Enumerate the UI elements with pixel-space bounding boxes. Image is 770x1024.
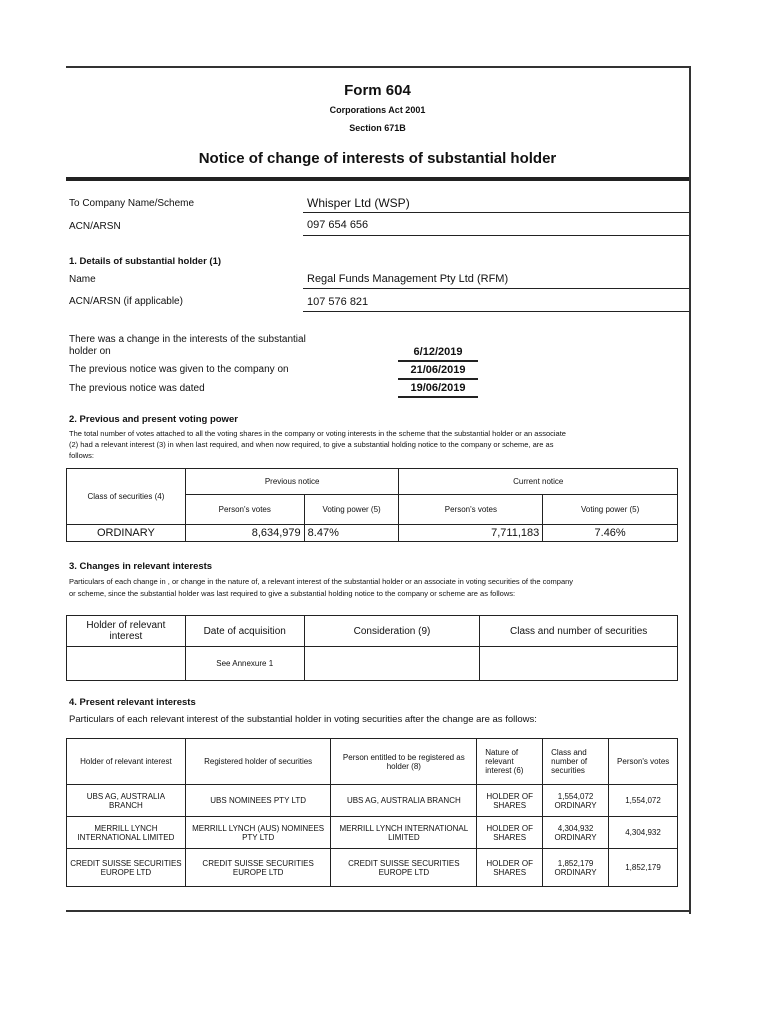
cell-changes-class (480, 647, 678, 681)
col-class-securities: Class of securities (4) (67, 469, 186, 525)
changes-para-2: or scheme, since the substantial holder was last required to give a substantial holding notice to the company or scheme are as follows: (69, 589, 516, 598)
cell-prev-votes: 8,634,979 (185, 525, 304, 542)
notice-dated-label: The previous notice was dated (69, 383, 205, 394)
cell-nature: HOLDER OF SHARES (477, 817, 543, 849)
cell-class: 1,852,179 ORDINARY (543, 849, 609, 887)
col-previous-notice: Previous notice (185, 469, 399, 495)
company-acn-label: ACN/ARSN (69, 221, 121, 232)
voting-power-heading: 2. Previous and present voting power (69, 414, 238, 425)
changes-para-1: Particulars of each change in , or change in the nature of, a relevant interest of the substantial holder or an associate in voting securities of the company (69, 577, 574, 586)
company-acn-value: 097 654 656 (307, 219, 369, 231)
holder-acn-label: ACN/ARSN (if applicable) (69, 296, 183, 307)
footer-divider (66, 910, 689, 912)
col-current-notice: Current notice (399, 469, 678, 495)
change-date-value: 6/12/2019 (398, 345, 478, 362)
present-interests-table (66, 738, 678, 887)
changes-heading: 3. Changes in relevant interests (69, 561, 213, 572)
section-label: Section 671B (349, 123, 406, 133)
annexure-reference: See Annexure 1 (185, 647, 304, 681)
table-row (67, 785, 678, 817)
col-class-number-securities: Class and number of securities (543, 739, 609, 785)
details-heading: 1. Details of substantial holder (1) (69, 256, 222, 267)
voting-power-para-3: follows: (69, 451, 95, 460)
holder-acn-underline (303, 311, 689, 312)
cell-nature: HOLDER OF SHARES (477, 785, 543, 817)
cell-curr-power: 7.46% (543, 525, 678, 542)
table-row (67, 817, 678, 849)
change-date-label-2: holder on (69, 346, 111, 357)
present-interests-para: Particulars of each relevant interest of the substantial holder in voting securities after the change are as follows: (69, 714, 537, 725)
voting-power-para-1: The total number of votes attached to all the voting shares in the company or voting interests in the scheme that the substantial holder or an associate (69, 429, 566, 438)
cell-changes-consideration (304, 647, 480, 681)
holder-acn-value: 107 576 821 (307, 296, 369, 308)
cell-registered: MERRILL LYNCH (AUS) NOMINEES PTY LTD (185, 817, 331, 849)
cell-curr-votes: 7,711,183 (399, 525, 543, 542)
company-acn-underline (303, 235, 689, 236)
act-label: Corporations Act 2001 (329, 105, 426, 115)
cell-class: 4,304,932 ORDINARY (543, 817, 609, 849)
cell-changes-holder (67, 647, 186, 681)
present-interests-heading: 4. Present relevant interests (69, 697, 196, 708)
company-name-value: Whisper Ltd (WSP) (307, 196, 410, 210)
voting-power-para-2: (2) had a relevant interest (3) in when last required, and when now required, to give a substantial holding notice to the company or scheme, are as (69, 440, 554, 449)
cell-prev-power: 8.47% (304, 525, 399, 542)
cell-entitled: MERRILL LYNCH INTERNATIONAL LIMITED (331, 817, 477, 849)
col-registered-holder: Registered holder of securities (185, 739, 331, 785)
cell-class: ORDINARY (67, 525, 186, 542)
header-divider (66, 177, 689, 181)
col-consideration: Consideration (9) (304, 616, 480, 647)
cell-votes: 4,304,932 (609, 817, 678, 849)
holder-name-label: Name (69, 274, 96, 285)
cell-registered: UBS NOMINEES PTY LTD (185, 785, 331, 817)
cell-registered: CREDIT SUISSE SECURITIES EUROPE LTD (185, 849, 331, 887)
changes-table (66, 615, 678, 681)
form-title: Form 604 (344, 82, 411, 99)
cell-class: 1,554,072 ORDINARY (543, 785, 609, 817)
notice-dated-value: 19/06/2019 (398, 381, 478, 398)
notice-given-value: 21/06/2019 (398, 363, 478, 380)
col-persons-votes: Person's votes (609, 739, 678, 785)
col-prev-power: Voting power (5) (304, 495, 399, 525)
col-prev-votes: Person's votes (185, 495, 304, 525)
col-person-entitled: Person entitled to be registered as holder (8) (331, 739, 477, 785)
col-date-acquisition: Date of acquisition (185, 616, 304, 647)
col-class-number: Class and number of securities (480, 616, 678, 647)
cell-entitled: UBS AG, AUSTRALIA BRANCH (331, 785, 477, 817)
col-holder-relevant: Holder of relevant interest (67, 616, 186, 647)
col-holder-interest: Holder of relevant interest (67, 739, 186, 785)
cell-votes: 1,554,072 (609, 785, 678, 817)
col-curr-power: Voting power (5) (543, 495, 678, 525)
change-date-label-1: There was a change in the interests of the substantial (69, 334, 306, 345)
cell-nature: HOLDER OF SHARES (477, 849, 543, 887)
cell-votes: 1,852,179 (609, 849, 678, 887)
cell-holder: CREDIT SUISSE SECURITIES EUROPE LTD (67, 849, 186, 887)
table-row (67, 849, 678, 887)
company-name-label: To Company Name/Scheme (69, 198, 195, 209)
company-name-underline (303, 212, 689, 213)
cell-holder: UBS AG, AUSTRALIA BRANCH (67, 785, 186, 817)
cell-entitled: CREDIT SUISSE SECURITIES EUROPE LTD (331, 849, 477, 887)
voting-power-table (66, 468, 678, 542)
col-curr-votes: Person's votes (399, 495, 543, 525)
notice-title: Notice of change of interests of substantial holder (198, 150, 557, 167)
cell-holder: MERRILL LYNCH INTERNATIONAL LIMITED (67, 817, 186, 849)
notice-given-label: The previous notice was given to the company on (69, 364, 289, 375)
holder-name-underline (303, 288, 689, 289)
holder-name-value: Regal Funds Management Pty Ltd (RFM) (307, 273, 509, 285)
col-nature-interest: Nature of relevant interest (6) (477, 739, 543, 785)
